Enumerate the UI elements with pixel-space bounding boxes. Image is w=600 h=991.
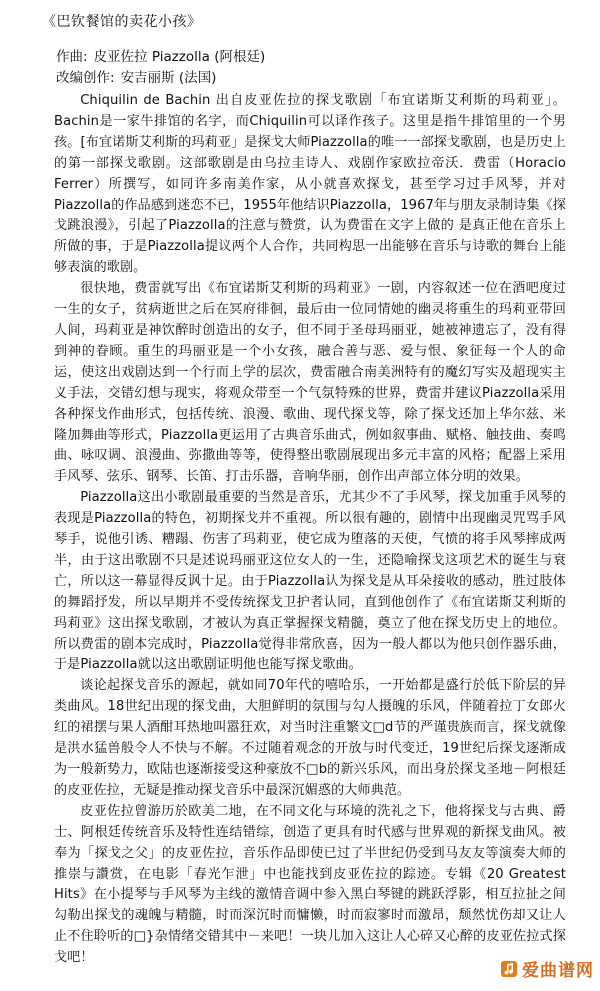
paragraph: Chiquilin de Bachin 出自皮亚佐拉的探戈歌剧「布宜诺斯艾利斯的玛莉亚」。Bachin是一家牛排馆的名字，而Chiquilin可以译作孩子。这里是指牛排馆里的一个男孩。[布宜诺斯艾利斯的玛莉亚」是探戈大师Piazzolla的唯一一部探戈歌剧，也是历史上的第一部探戈歌剧。这部歌剧是由乌拉圭诗人、戏剧作家欧拉帝沃．费雷（Horacio Ferrer）所撰写，如同许多南美作家，从小就喜欢探戈，甚至学习过手风琴，并对Piazzolla的作品感到迷恋不已，1955年他结识Piazzolla，1967年与朋友录制诗集《探戈跳浪漫》，引起了Piazzolla的注意与赞赏，认为费雷在文字上做的 是真正他在音乐上所做的事，于是Piazzolla提议两个人合作，共同构思一出能够在音乐与诗歌的舞台上能够表演的歌剧。 bbox=[54, 93, 566, 276]
arranger-credit bbox=[56, 68, 216, 88]
composer-name: 皮亚佐拉 Piazzolla (阿根廷) bbox=[93, 49, 266, 65]
paragraph: 谈论起探戈音乐的源起，就如同70年代的嘻哈乐，一开始都是盛行於低下阶层的异类曲风。18世纪出现的探戈曲，大胆鲜明的氛围与勾人摄魄的乐风，伴随着拉丁女郎火红的裙摆与果人酒酣耳热地叫嚣狂欢，对当时注重繁文□d节的严谨贵族而言，探戈就像是洪水猛兽般令人不快与不解。不过随着观念的开放与时代变迁，19世纪后探戈逐渐成为一般新势力，欧陆也逐渐接受这种豪放不□b的新兴乐风，而出身於探戈圣地－阿根廷的皮亚佐拉，无疑是推动探戈音乐中最深沉媚惑的大师典范。 bbox=[54, 678, 566, 798]
composer-credit bbox=[56, 47, 265, 67]
site-logo bbox=[500, 956, 594, 981]
logo-text: 爱曲谱网 bbox=[522, 961, 594, 981]
music-note-icon bbox=[500, 960, 518, 978]
article-body bbox=[54, 91, 566, 969]
paragraph: Piazzolla这出小歌剧最重要的当然是音乐，尤其少不了手风琴，探戈加重手风琴的表现是Piazzolla的特色，初期探戈并不重视。所以很有趣的，剧情中出现幽灵咒骂手风琴手，说他引诱、糟蹋、伤害了玛莉亚，使它成为堕落的天使，气愤的将手风琴摔成两半，由于这出歌剧不只是述说玛丽亚这位女人的一生，还隐喻探戈这项艺术的诞生与衰亡，所以这一幕显得反讽十足。由于Piazzolla认为探戈是从耳朵接收的感动，胜过肢体的舞蹈抒发，所以早期并不受传统探戈卫护者认同，直到他创作了《布宜诺斯艾利斯的玛莉亚》这出探戈歌剧，才被认为真正掌握探戈精髓，奠立了他在探戈历史上的地位。所以费雷的剧本完成时，Piazzolla觉得非常欣喜，因为一般人都以为他只创作器乐曲，于是Piazzolla就以这出歌剧证明他也能写探戈歌曲。 bbox=[54, 490, 566, 673]
paragraph: 皮亚佐拉曾游历於欧美二地，在不同文化与环境的洗礼之下，他将探戈与古典、爵士、阿根廷传统音乐及特性连结错综，创造了更具有时代感与世界观的新探戈曲风。被奉为「探戈之父」的皮亚佐拉，音乐作品即使已过了半世纪仍受到马友友等演奏大师的推崇与讚赏，在电影「春光乍泄」中也能找到皮亚佐拉的踪迹。专辑《20 Greatest Hits》在小提琴与手风琴为主线的激情音调中参入黑白琴键的跳跃浮影，相互拉扯之间勾勒出探戈的魂魄与精髓，时而深沉时而慵懒，时而寂寥时而激昂，颓然忧伤却又让人止不住聆听的□}杂情绪交错其中－来吧！一块儿加入这让人心碎又心醉的皮亚佐拉式探戈吧！ bbox=[54, 803, 566, 966]
paragraph: 很快地，费雷就写出《布宜诺斯艾利斯的玛莉亚》一剧，内容叙述一位在酒吧度过一生的女子，贫病逝世之后在冥府徘徊，最后由一位同情她的幽灵将重生的玛莉亚带回人间，玛莉亚是神饮醉时创造出的女子，但不同于圣母玛丽亚，她被神遗忘了，没有得到神的眷顾。重生的玛丽亚是一个小女孩，融合善与恶、爱与恨、象征每一个人的命运，使这出戏剧达到一个行而上学的层次，费雷融合南美洲特有的魔幻写实及超现实主义手法，交错幻想与现实，将观众带至一个气氛特殊的世界，费雷并建议Piazzolla采用各种探戈作曲形式，包括传统、浪漫、歌曲、现代探戈等，除了探戈还加上华尔兹、米隆加舞曲等形式，Piazzolla更运用了古典音乐曲式，例如叙事曲、赋格、触技曲、奏鸣曲、咏叹调、浪漫曲、弥撒曲等等，使得整出歌剧展现出多元丰富的风格；配器上采用手风琴、弦乐、钢琴、长笛、打击乐器，音响华丽，创作出声部立体分明的效果。 bbox=[54, 281, 566, 485]
arranger-name: 安吉丽斯 (法国) bbox=[120, 70, 217, 86]
document-title: 《巴钦餐馆的卖花小孩》 bbox=[42, 14, 202, 30]
arranger-label: 改编创作: bbox=[56, 70, 115, 86]
composer-label: 作曲: bbox=[56, 49, 88, 65]
